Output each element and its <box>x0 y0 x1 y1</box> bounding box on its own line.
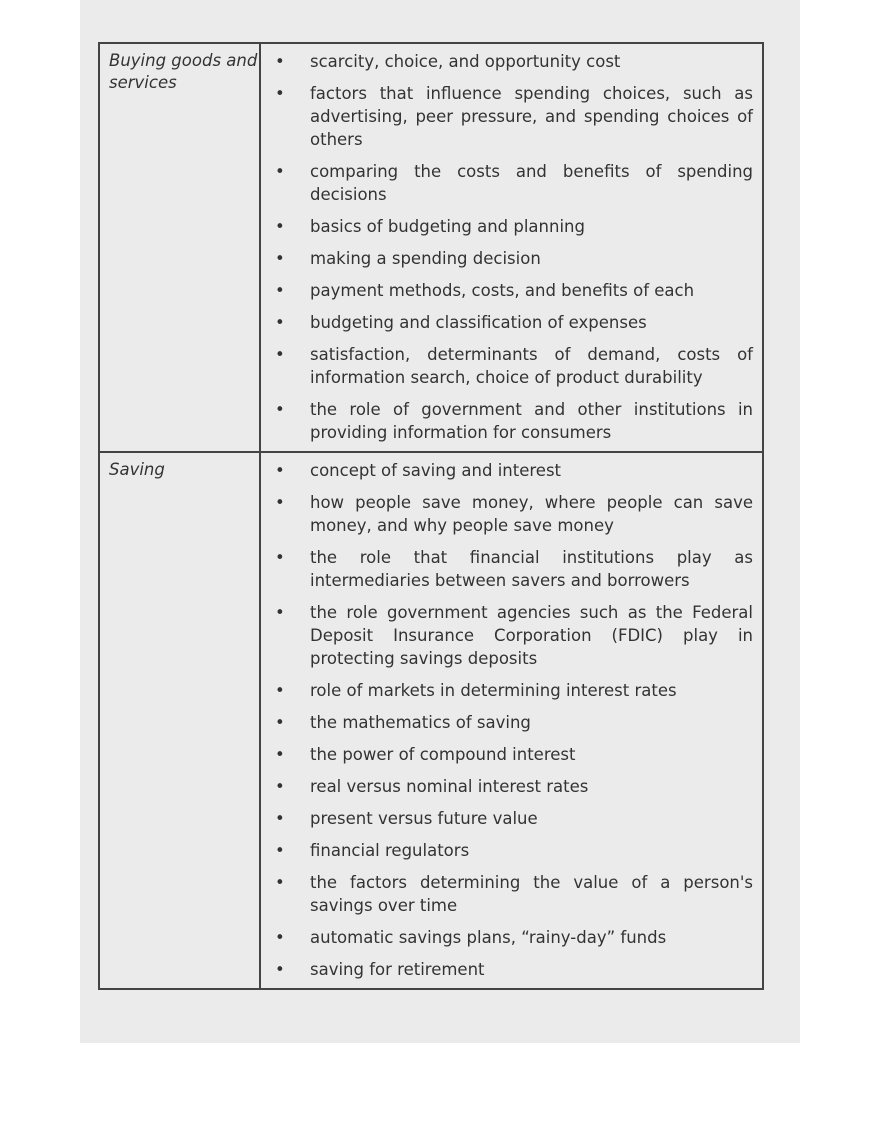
topics-list-cell <box>260 43 763 452</box>
bullet-list <box>271 459 753 981</box>
list-item <box>271 215 753 238</box>
list-item <box>271 743 753 766</box>
bullet-icon: • <box>275 745 285 764</box>
list-item <box>271 601 753 670</box>
bullet-icon: • <box>275 217 285 236</box>
list-item <box>271 807 753 830</box>
list-item <box>271 311 753 334</box>
list-item-text: real versus nominal interest rates <box>310 777 589 796</box>
list-item <box>271 775 753 798</box>
list-item-text: comparing the costs and benefits of spending decisions <box>310 162 753 204</box>
list-item <box>271 247 753 270</box>
list-item <box>271 50 753 73</box>
list-item-text: the role of government and other institutions in providing information for consumers <box>310 400 753 442</box>
bullet-icon: • <box>275 400 285 419</box>
bullet-icon: • <box>275 777 285 796</box>
list-item <box>271 160 753 206</box>
bullet-icon: • <box>275 345 285 364</box>
list-item <box>271 679 753 702</box>
list-item-text: scarcity, choice, and opportunity cost <box>310 52 621 71</box>
curriculum-table <box>98 42 764 990</box>
bullet-icon: • <box>275 841 285 860</box>
list-item <box>271 871 753 917</box>
list-item-text: role of markets in determining interest rates <box>310 681 677 700</box>
bullet-icon: • <box>275 281 285 300</box>
bullet-icon: • <box>275 713 285 732</box>
bullet-icon: • <box>275 249 285 268</box>
list-item-text: how people save money, where people can save money, and why people save money <box>310 493 753 535</box>
bullet-icon: • <box>275 461 285 480</box>
bullet-icon: • <box>275 960 285 979</box>
list-item-text: budgeting and classification of expenses <box>310 313 647 332</box>
list-item-text: the mathematics of saving <box>310 713 531 732</box>
bullet-icon: • <box>275 162 285 181</box>
list-item-text: concept of saving and interest <box>310 461 562 480</box>
list-item-text: automatic savings plans, “rainy-day” funds <box>310 928 667 947</box>
list-item-text: financial regulators <box>310 841 470 860</box>
list-item <box>271 279 753 302</box>
bullet-icon: • <box>275 681 285 700</box>
list-item <box>271 711 753 734</box>
list-item-text: the role government agencies such as the Federal Deposit Insurance Corporation (FDIC) play in protecting savings deposits <box>310 603 753 668</box>
list-item <box>271 926 753 949</box>
list-item <box>271 958 753 981</box>
bullet-icon: • <box>275 603 285 622</box>
list-item-text: satisfaction, determinants of demand, costs of information search, choice of product durability <box>310 345 753 387</box>
topic-cell: Saving <box>99 452 260 989</box>
bullet-icon: • <box>275 84 285 103</box>
bullet-icon: • <box>275 313 285 332</box>
bullet-icon: • <box>275 548 285 567</box>
list-item-text: making a spending decision <box>310 249 541 268</box>
list-item-text: payment methods, costs, and benefits of each <box>310 281 695 300</box>
list-item <box>271 398 753 444</box>
table-row <box>99 452 763 989</box>
list-item-text: the factors determining the value of a person's savings over time <box>310 873 753 915</box>
list-item <box>271 839 753 862</box>
list-item-text: factors that influence spending choices, such as advertising, peer pressure, and spending choices of others <box>310 84 753 149</box>
bullet-icon: • <box>275 928 285 947</box>
list-item <box>271 343 753 389</box>
list-item <box>271 459 753 482</box>
list-item-text: the power of compound interest <box>310 745 576 764</box>
topics-list-cell <box>260 452 763 989</box>
bullet-icon: • <box>275 52 285 71</box>
list-item-text: present versus future value <box>310 809 538 828</box>
bullet-icon: • <box>275 493 285 512</box>
bullet-icon: • <box>275 873 285 892</box>
list-item-text: saving for retirement <box>310 960 485 979</box>
table-row <box>99 43 763 452</box>
list-item-text: basics of budgeting and planning <box>310 217 585 236</box>
bullet-icon: • <box>275 809 285 828</box>
list-item-text: the role that financial institutions play as intermediaries between savers and borrowers <box>310 548 753 590</box>
topic-cell: Buying goods and services <box>99 43 260 452</box>
bullet-list <box>271 50 753 444</box>
list-item <box>271 546 753 592</box>
list-item <box>271 82 753 151</box>
list-item <box>271 491 753 537</box>
